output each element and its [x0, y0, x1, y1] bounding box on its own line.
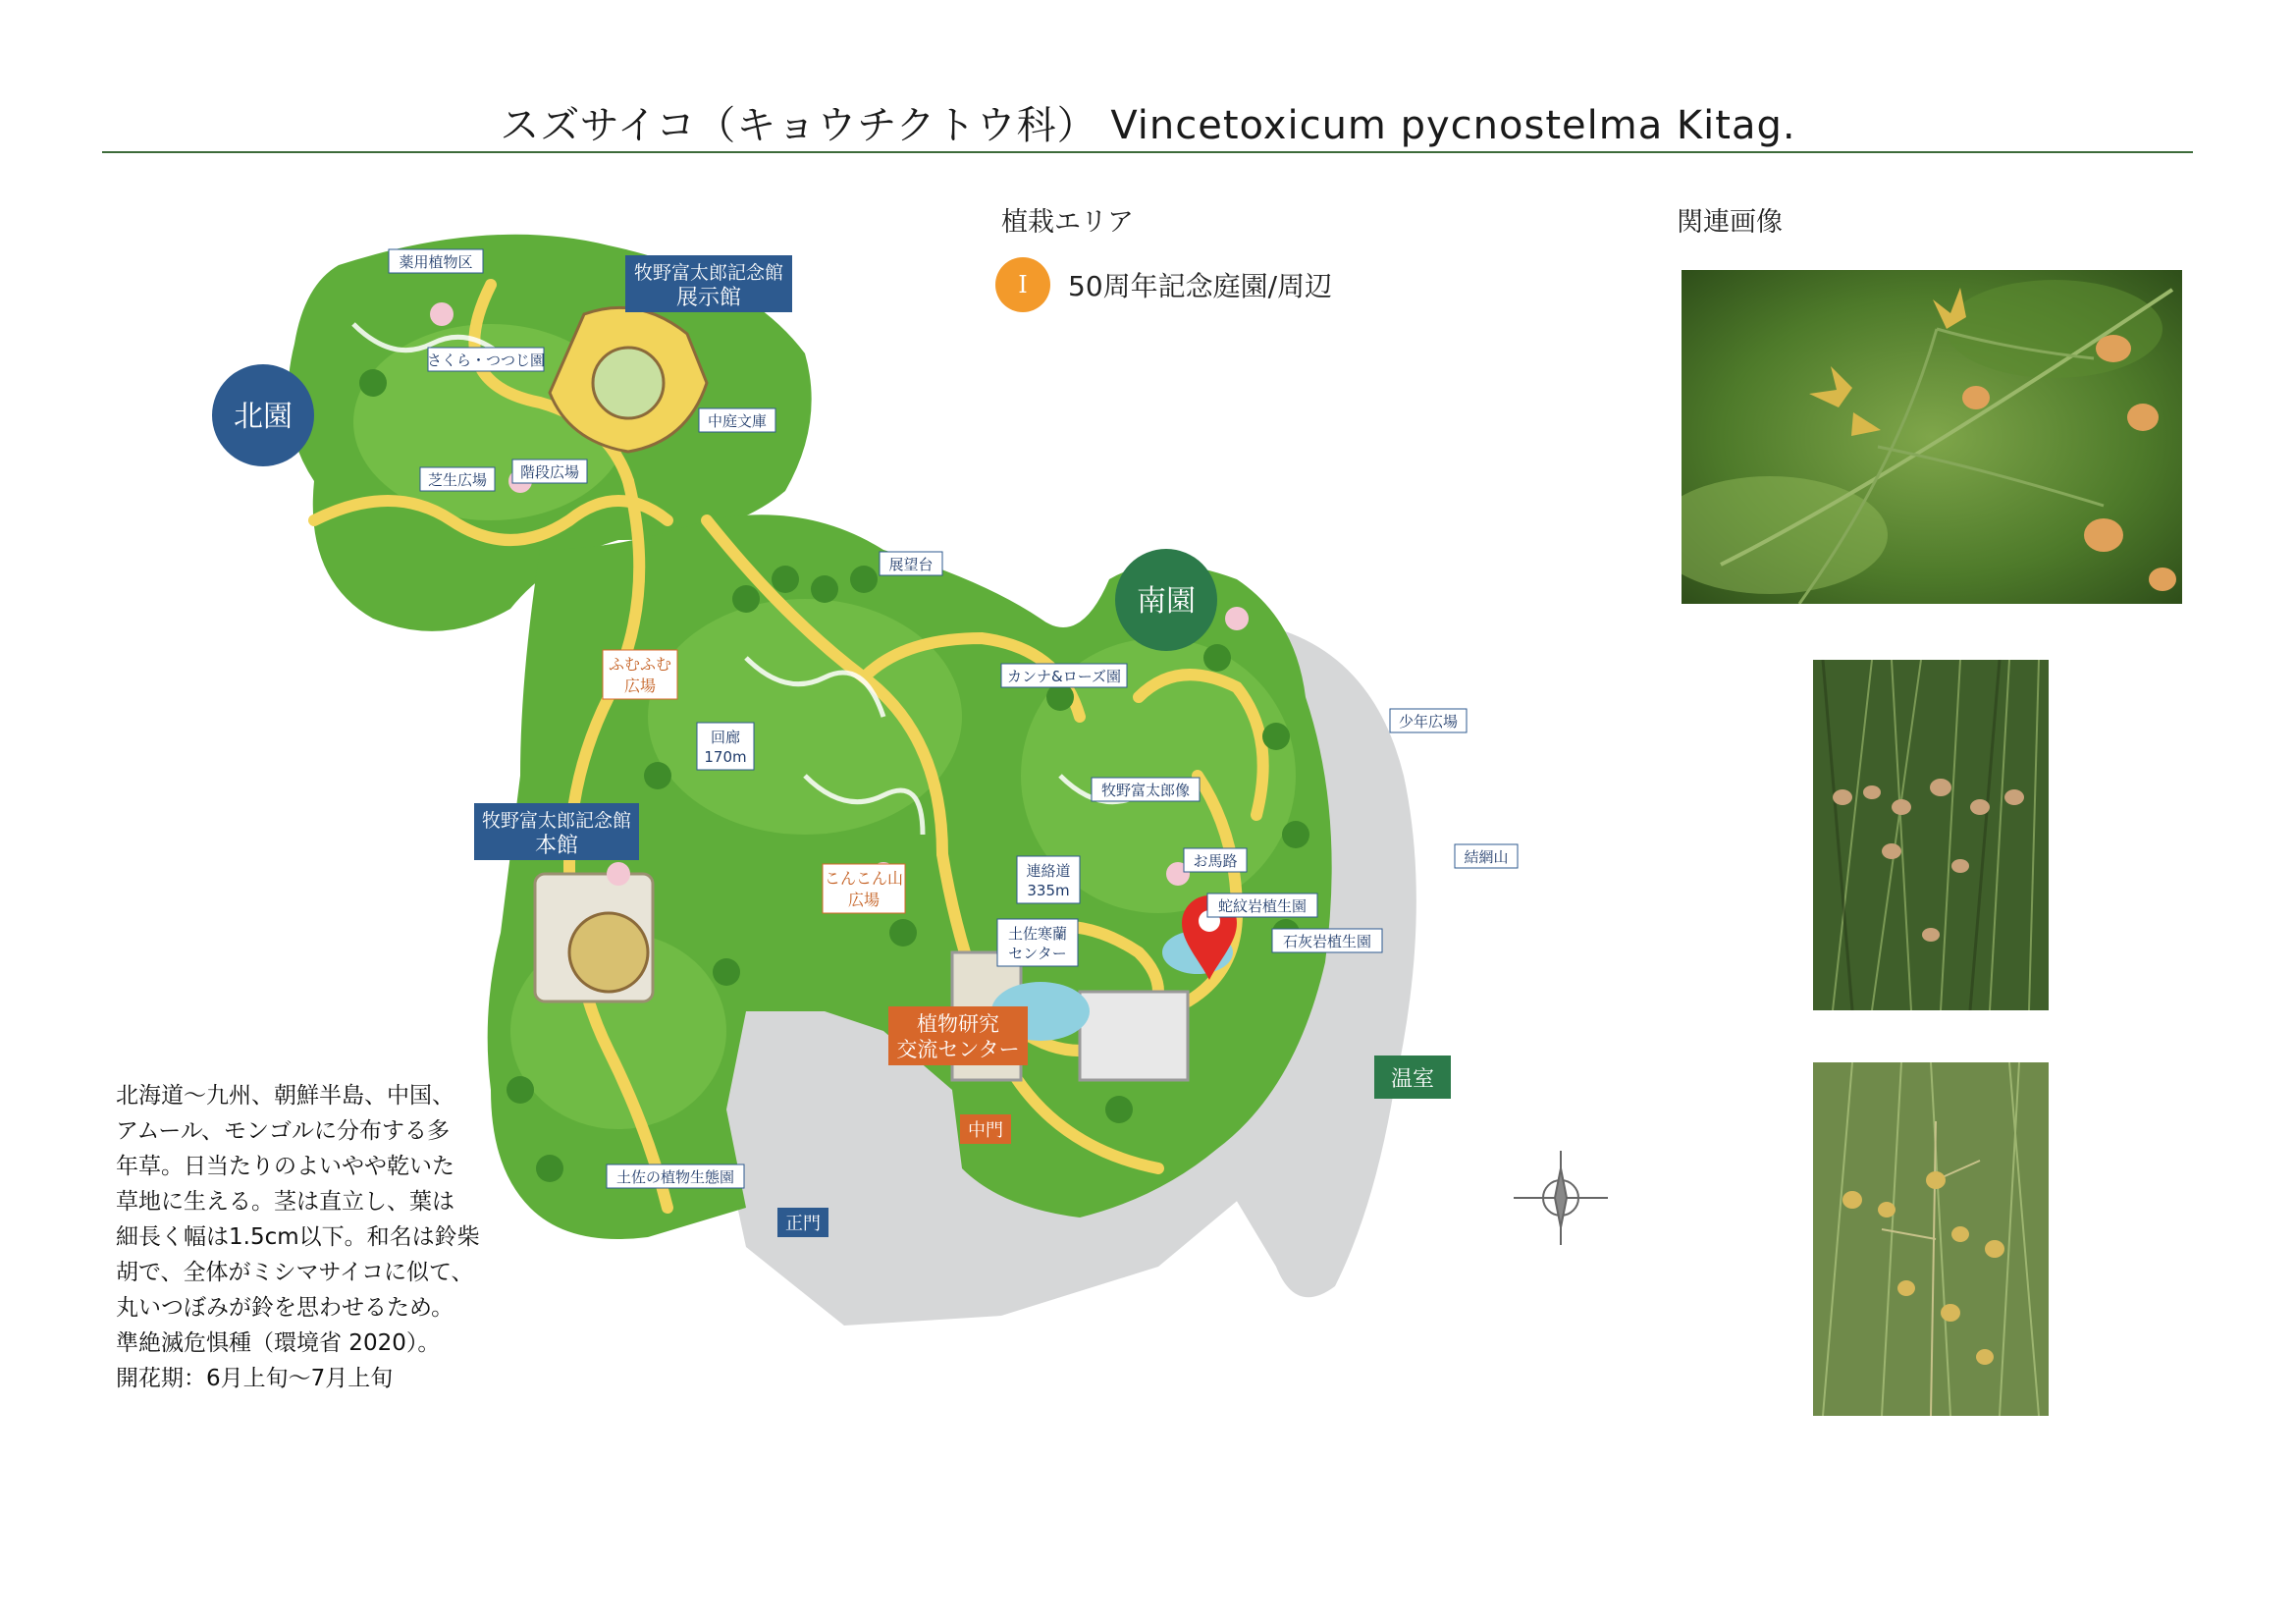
related-photo-2 — [1813, 660, 2049, 1010]
map-label: センター — [1008, 945, 1067, 962]
map-label: 連絡道 — [1026, 862, 1071, 880]
garden-map — [196, 226, 1620, 1424]
svg-text:牧野富太郎記念館: 牧野富太郎記念館 — [633, 262, 784, 284]
description-line: アムール、モンゴルに分布する多 — [116, 1118, 450, 1144]
planting-area-heading: 植栽エリア — [1001, 207, 1134, 238]
map-label: カンナ&ローズ園 — [1007, 668, 1121, 685]
description-line: 準絶滅危惧種（環境省 2020）。 — [116, 1330, 441, 1356]
page-title: スズサイコ（キョウチクトウ科） Vincetoxicum pycnostelma Kitag. — [500, 103, 1796, 148]
svg-text:牧野富太郎記念館: 牧野富太郎記念館 — [481, 810, 632, 832]
map-label: 中庭文庫 — [707, 412, 768, 430]
map-label: こんこん山 — [824, 869, 904, 888]
svg-text:本館: 本館 — [534, 834, 579, 858]
related-images-heading: 関連画像 — [1677, 207, 1783, 238]
description-line: 胡で、全体がミシマサイコに似て、 — [116, 1260, 474, 1285]
map-label: 土佐寒蘭 — [1007, 925, 1068, 943]
description-line: 丸いつぼみが鈴を思わせるため。 — [116, 1295, 454, 1321]
svg-text:中門: 中門 — [968, 1120, 1003, 1141]
map-label: 薬用植物区 — [399, 253, 473, 271]
map-label: 広場 — [847, 891, 881, 909]
map-label: 結網山 — [1464, 848, 1509, 866]
north-garden-label: 北園 — [234, 400, 293, 434]
map-label: 170m — [704, 748, 747, 766]
svg-text:正門: 正門 — [785, 1214, 821, 1234]
map-label: 回廊 — [710, 729, 741, 746]
map-label: 石灰岩植生園 — [1282, 933, 1372, 950]
map-label: 335m — [1027, 882, 1070, 899]
compass-icon — [1514, 1151, 1608, 1245]
map-label: お馬路 — [1193, 852, 1238, 870]
svg-text:交流センター: 交流センター — [896, 1038, 1020, 1061]
map-label: 展望台 — [888, 556, 934, 573]
description-line: 年草。日当たりのよいやや乾いた — [116, 1154, 454, 1179]
map-label: 広場 — [623, 677, 657, 695]
area-badge: Ⅰ — [995, 257, 1050, 312]
svg-text:植物研究: 植物研究 — [917, 1012, 999, 1036]
description-line: 北海道～九州、朝鮮半島、中国、 — [116, 1083, 454, 1109]
map-label: 牧野富太郎像 — [1100, 782, 1191, 799]
description-line: 開花期：6月上旬～7月上旬 — [116, 1366, 394, 1391]
map-label: 階段広場 — [519, 463, 580, 481]
south-garden-label: 南園 — [1137, 584, 1196, 619]
map-label: 少年広場 — [1398, 713, 1459, 731]
map-label: 土佐の植物生態園 — [615, 1168, 735, 1186]
related-photo-3 — [1813, 1062, 2049, 1416]
related-photo-1 — [1682, 270, 2182, 604]
area-name: 50周年記念庭園/周辺 — [1068, 270, 1333, 302]
greenhouse-building — [1080, 992, 1188, 1080]
description-line: 細長く幅は1.5cm以下。和名は鈴柴 — [116, 1224, 480, 1250]
description-line: 草地に生える。茎は直立し、葉は — [116, 1189, 454, 1215]
map-label: 蛇紋岩植生園 — [1217, 897, 1308, 915]
map-label: ふむふむ — [608, 655, 672, 674]
title-divider — [102, 151, 2193, 153]
svg-text:展示館: 展示館 — [675, 286, 742, 310]
svg-text:温室: 温室 — [1390, 1067, 1435, 1092]
map-label: さくら・つつじ園 — [426, 352, 546, 369]
map-label: 芝生広場 — [427, 471, 488, 489]
